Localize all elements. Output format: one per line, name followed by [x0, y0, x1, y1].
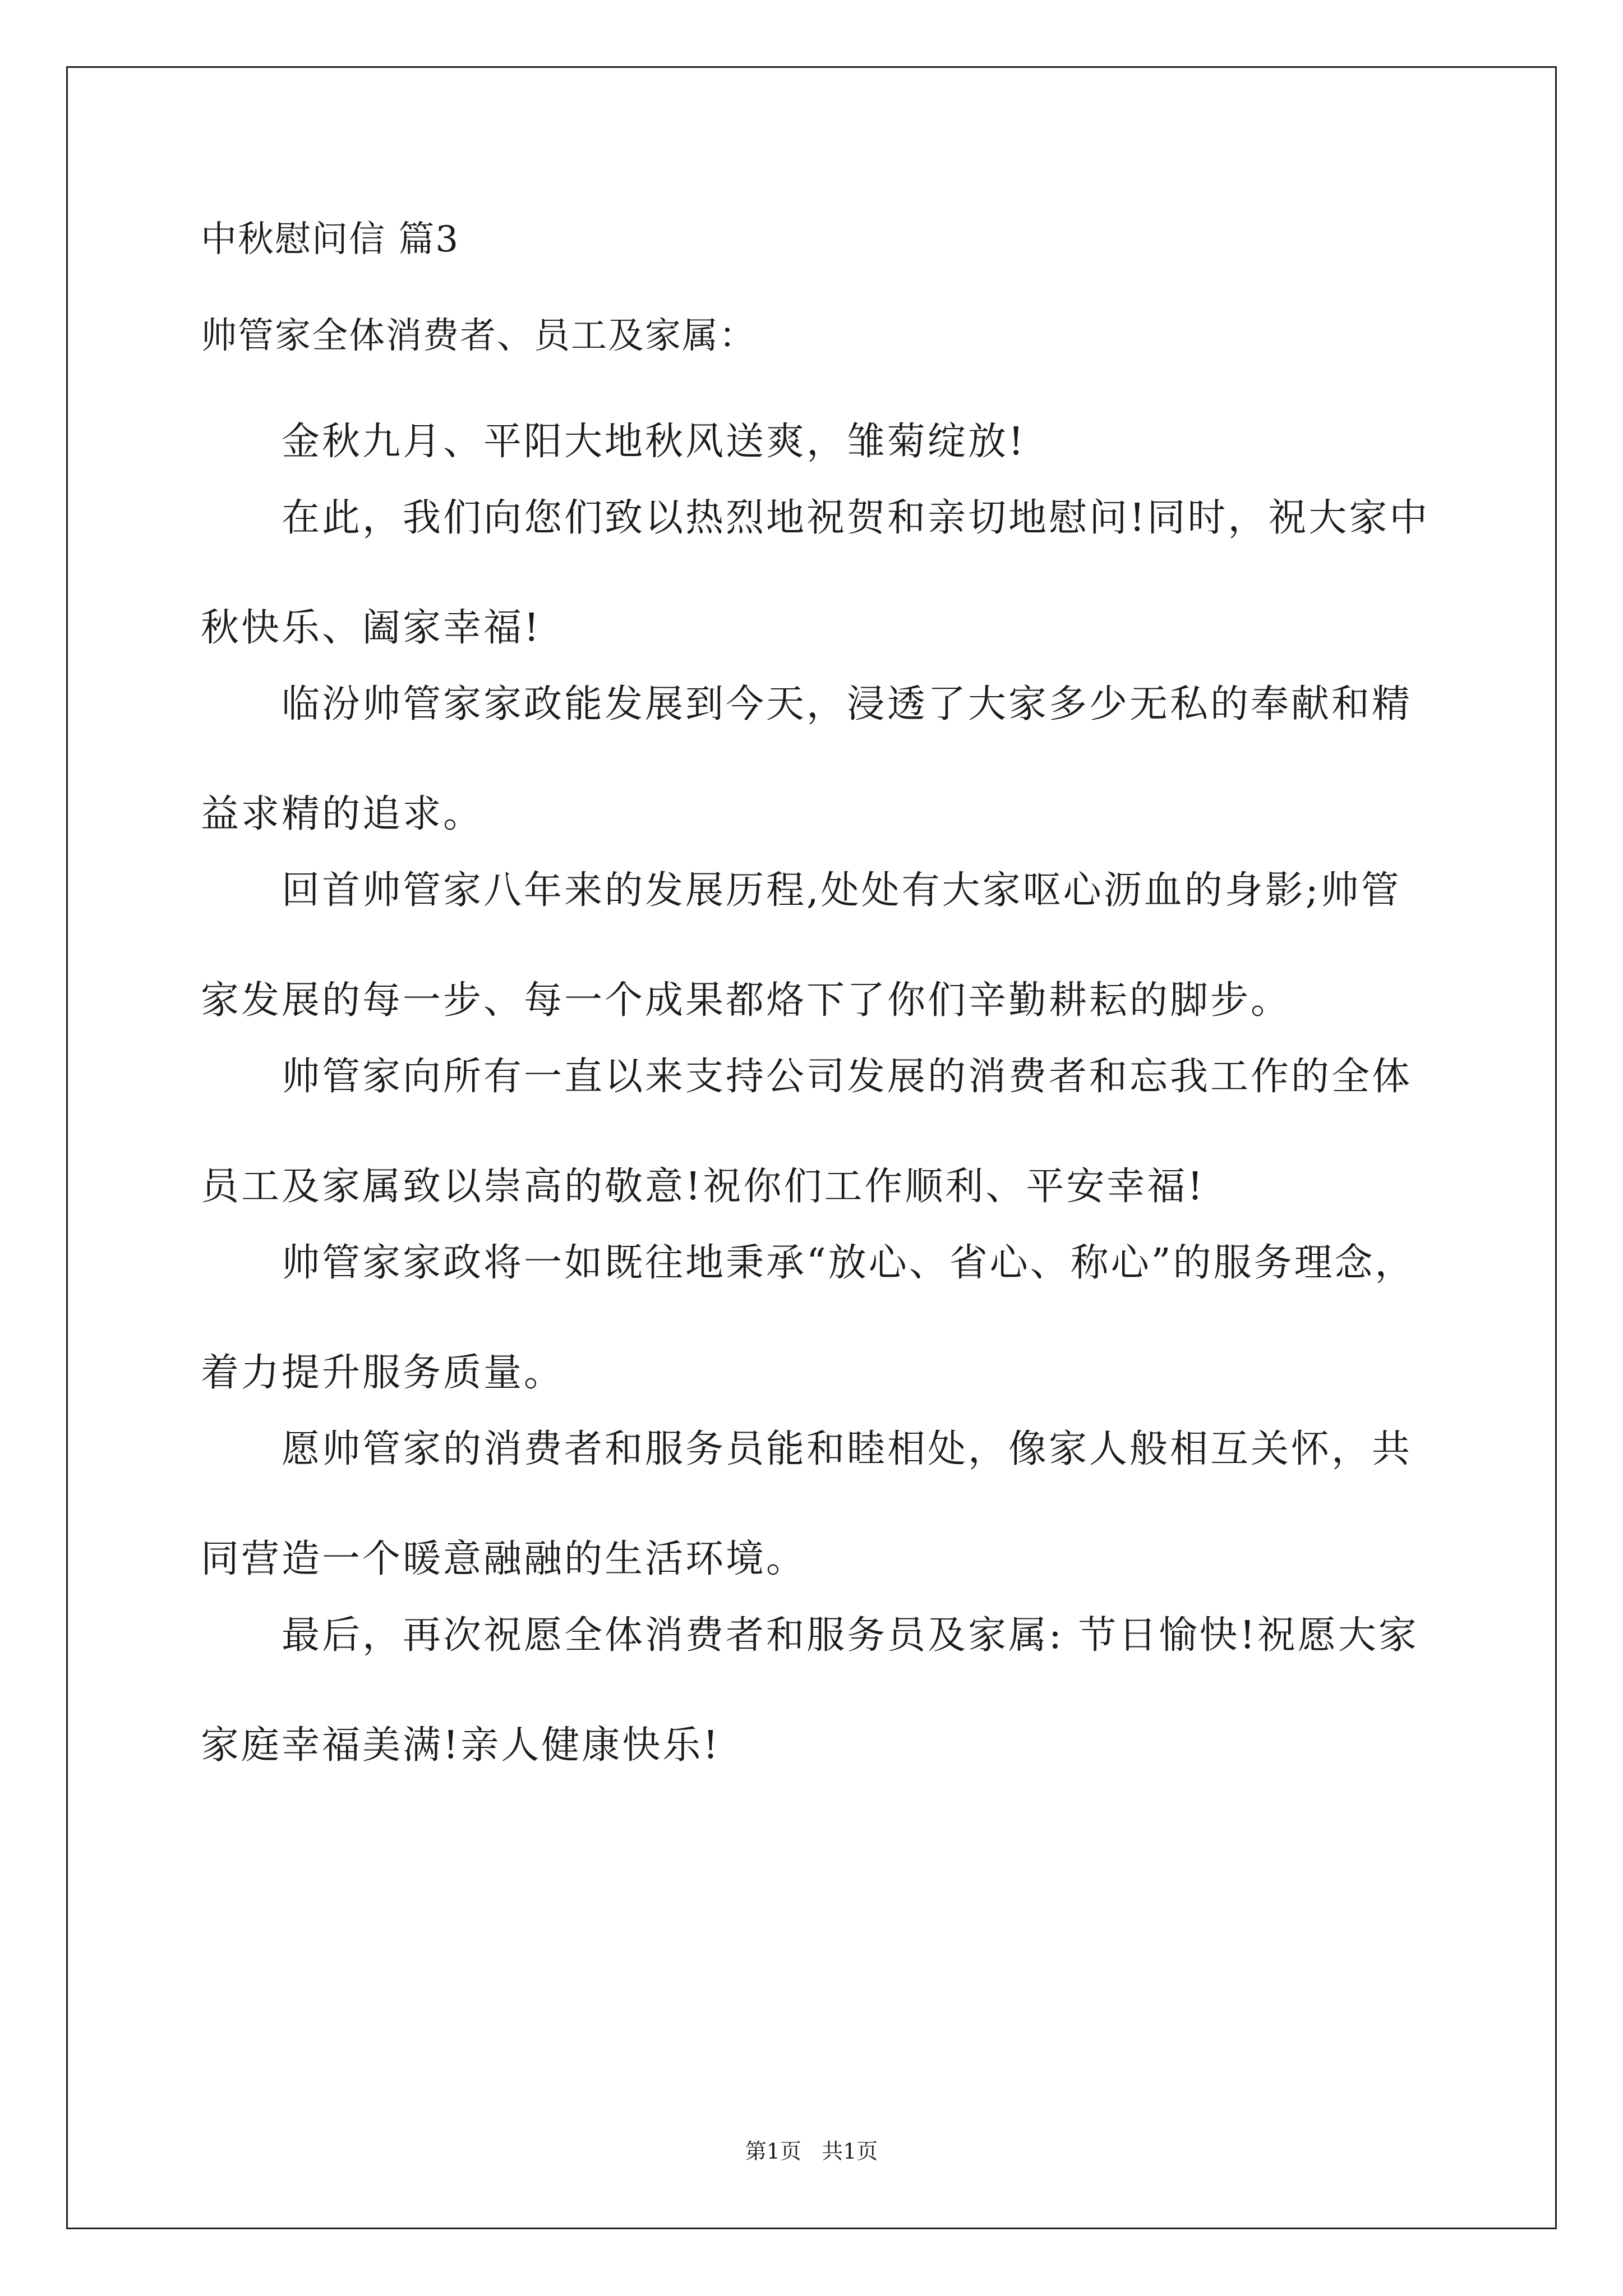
paragraph-2: 在此，我们向您们致以热烈地祝贺和亲切地慰问!同时，祝大家中秋快乐、阖家幸福!: [201, 496, 1430, 650]
paragraph-7: 愿帅管家的消费者和服务员能和睦相处，像家人般相互关怀，共同营造一个暖意融融的生活环境。: [201, 1427, 1413, 1581]
page-footer: 第1页 共1页: [745, 2139, 878, 2164]
paragraph-3: 临汾帅管家家政能发展到今天，浸透了大家多少无私的奉献和精益求精的追求。: [201, 682, 1413, 836]
letter-body: [201, 219, 1435, 1804]
paragraph-6: 帅管家家政将一如既往地秉承“放心、省心、称心”的服务理念，着力提升服务质量。: [201, 1241, 1415, 1395]
document-title: 中秋慰问信 篇3: [201, 219, 460, 260]
paragraph-4: 回首帅管家八年来的发展历程,处处有大家呕心沥血的身影;帅管家发展的每一步、每一个成果都烙下了你们辛勤耕耘的脚步。: [201, 868, 1401, 1023]
paragraph-5: 帅管家向所有一直以来支持公司发展的消费者和忘我工作的全体员工及家属致以崇高的敬意!祝你们工作顺利、平安幸福!: [201, 1055, 1413, 1209]
paragraph-1: 金秋九月、平阳大地秋风送爽，雏菊绽放!: [282, 420, 1026, 464]
paragraph-8: 最后，再次祝愿全体消费者和服务员及家属: 节日愉快!祝愿大家家庭幸福美满!亲人健康快乐!: [201, 1613, 1419, 1768]
salutation: 帅管家全体消费者、员工及家属：: [201, 315, 756, 357]
